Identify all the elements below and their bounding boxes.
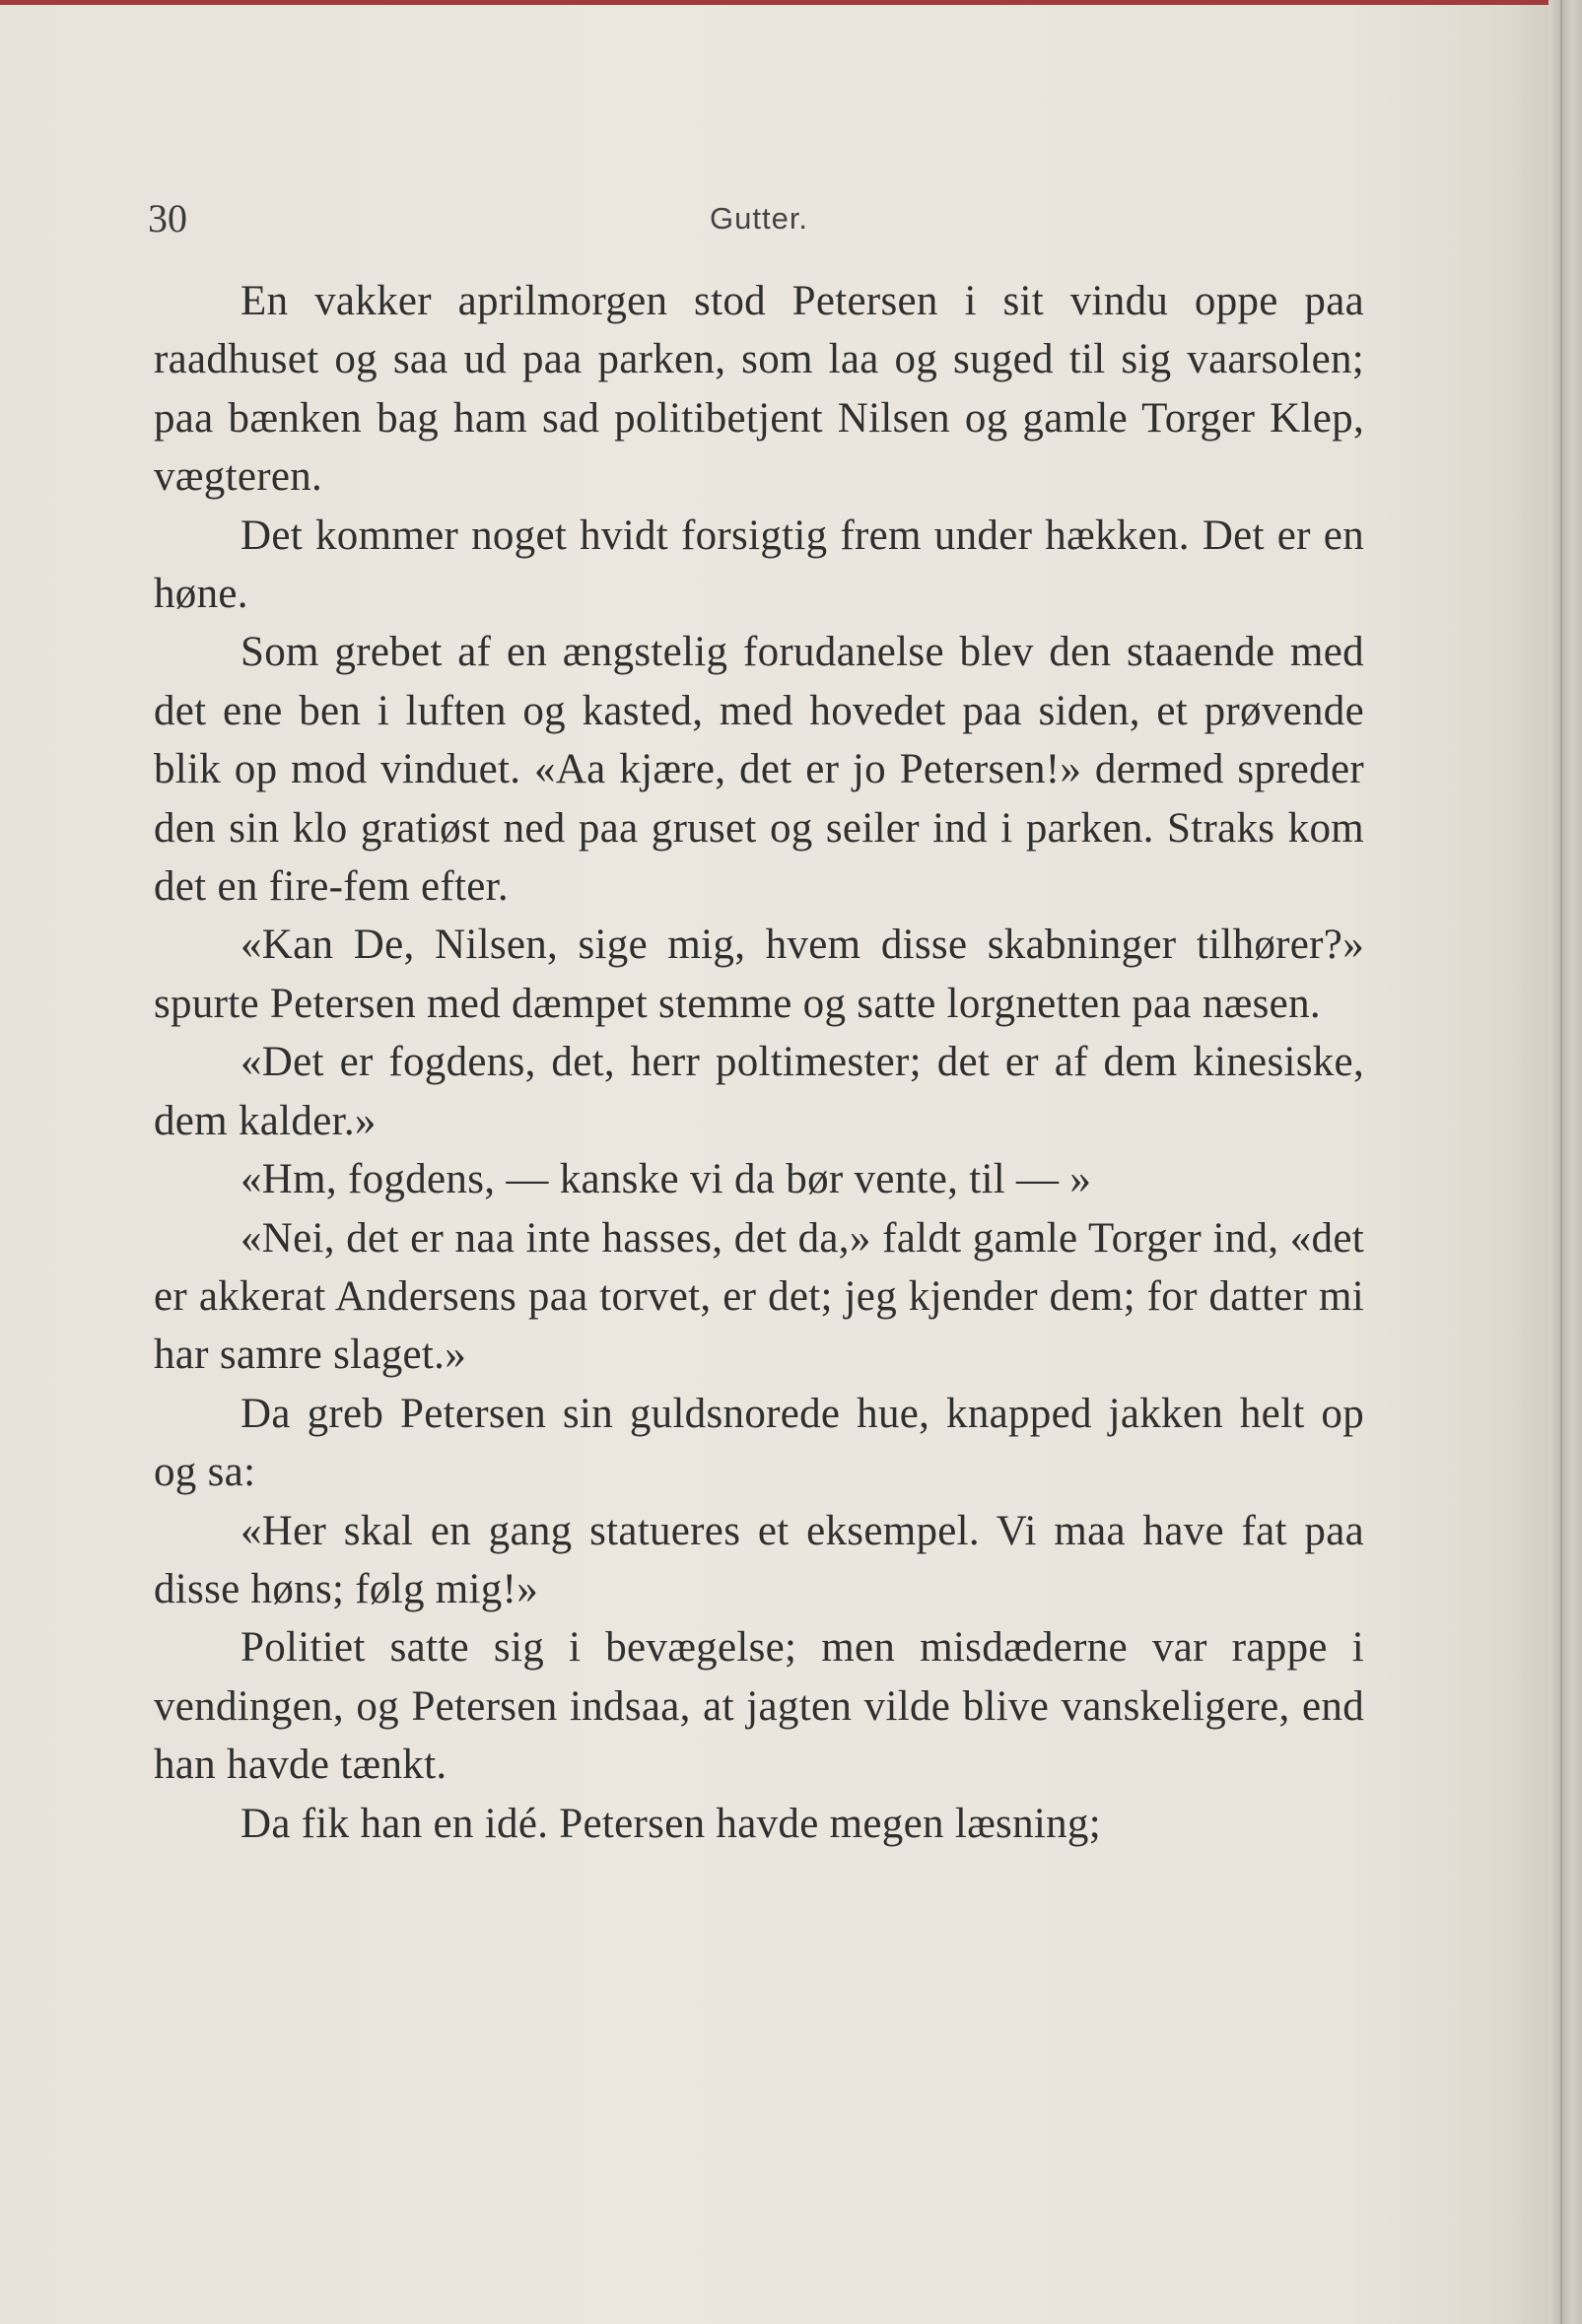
page-header: [148, 187, 1370, 246]
paragraph: En vakker aprilmorgen stod Petersen i sit vindu oppe paa raadhuset og saa ud paa parken, som laa og suged til sig vaarsolen; paa bænken bag ham sad politibetjent Nilsen og gamle Torger Klep, vægteren.: [154, 278, 1364, 501]
paragraph: Det kommer noget hvidt forsigtig frem under hækken. Det er en høne.: [154, 512, 1364, 618]
page-edge-line: [1560, 0, 1562, 2324]
paragraph: Politiet satte sig i bevægelse; men misdæderne var rappe i vendingen, og Petersen indsaa, at jagten vilde blive vanskeligere, end han havde tænkt.: [154, 1624, 1364, 1789]
body-text: [154, 272, 1364, 1853]
paragraph: «Nei, det er naa inte hasses, det da,» faldt gamle Torger ind, «det er akkerat Andersens paa torvet, er det; jeg kjender dem; for datter mi har samre slaget.»: [154, 1214, 1364, 1379]
top-edge: [0, 0, 1557, 5]
paragraph: «Hm, fogdens, — kanske vi da bør vente, til — »: [241, 1156, 1092, 1203]
paragraph: Som grebet af en ængstelig forudanelse blev den staaende med det ene ben i luften og kasted, med hovedet paa siden, et prøvende blik op mod vinduet. «Aa kjære, det er jo Petersen!» dermed spreder den sin klo gratiøst ned paa gruset og seiler ind i parken. Straks kom det en fire-fem efter.: [154, 629, 1364, 911]
page-edge: [1548, 0, 1582, 2324]
paragraph: Da greb Petersen sin guldsnorede hue, knapped jakken helt op og sa:: [154, 1390, 1364, 1496]
running-head: Gutter.: [710, 201, 809, 236]
page-number: 30: [148, 196, 187, 240]
paragraph: «Det er fogdens, det, herr poltimester; det er af dem kinesiske, dem kalder.»: [154, 1039, 1364, 1144]
paragraph: «Her skal en gang statueres et eksempel. Vi maa have fat paa disse høns; følg mig!»: [154, 1507, 1364, 1612]
paragraph: «Kan De, Nilsen, sige mig, hvem disse skabninger tilhører?» spurte Petersen med dæmpet stemme og satte lorgnetten paa næsen.: [154, 922, 1364, 1027]
paragraph: Da fik han en idé. Petersen havde megen læsning;: [241, 1800, 1101, 1847]
